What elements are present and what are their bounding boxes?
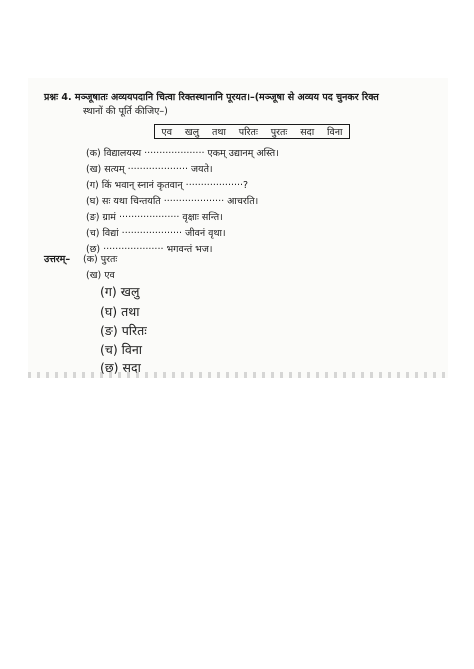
answer-line: (क) पुरतः	[83, 254, 118, 265]
answer-line: (ख) एव	[86, 270, 115, 281]
question-title-line1	[44, 92, 379, 104]
word-box-item: एव	[161, 127, 172, 138]
question-item: (छ) ···················· भगवन्तं भज।	[86, 244, 213, 255]
answer-line: (घ) तथा	[100, 304, 140, 319]
answer-line: (ग) खलु	[100, 284, 140, 299]
question-item: (घ) सः यथा चिन्तयति ···················· आचरति।	[86, 196, 259, 207]
question-instruction: मञ्जूषातः अव्ययपदानि चित्वा रिक्तस्थानानि पूरयत।–(मञ्जूषा से अव्यय पद चुनकर रिक्त	[74, 92, 379, 103]
answer-line: (छ) सदा	[100, 360, 141, 375]
question-item: (च) विद्यां ···················· जीवनं वृथा।	[86, 228, 226, 239]
scan-edge-artifact	[28, 372, 448, 378]
word-box-item: परितः	[238, 127, 258, 138]
question-item: (ख) सत्यम् ···················· जयते।	[86, 164, 213, 175]
question-number: प्रश्नः 4.	[44, 92, 72, 103]
word-box-item: खलु	[184, 127, 200, 138]
question-item: (क) विद्यालयस्य ···················· एकम् उद्यानम् अस्ति।	[86, 148, 279, 159]
word-box-item: तथा	[211, 127, 226, 138]
word-box	[154, 124, 350, 139]
answer-line: (ङ) परितः	[100, 323, 147, 338]
question-item: (ग) किं भवान् स्नानं कृतवान् ···················?	[86, 180, 249, 191]
answer-label: उत्तरम्–	[44, 254, 71, 265]
word-box-item: विना	[327, 127, 343, 138]
word-box-item: सदा	[300, 127, 315, 138]
question-title-line2: स्थानों की पूर्ति कीजिए–)	[83, 106, 168, 117]
answer-line: (च) विना	[100, 342, 143, 357]
question-item: (ङ) ग्रामं ···················· वृक्षाः सन्ति।	[86, 212, 223, 223]
word-box-item: पुरतः	[270, 127, 288, 138]
